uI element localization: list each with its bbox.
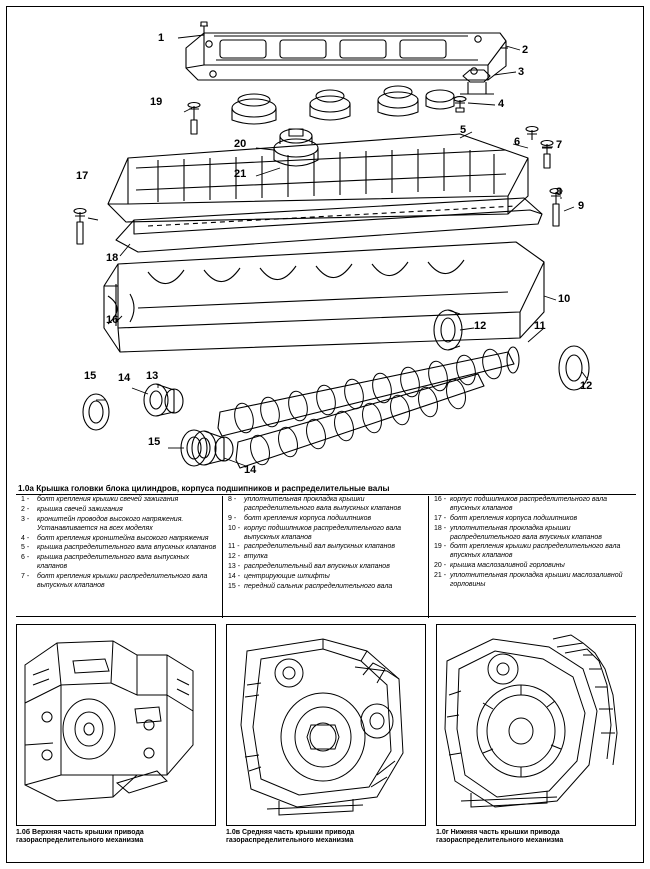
callout-5: 5 <box>460 124 467 136</box>
legend-item-number: 4 - <box>21 534 30 542</box>
legend-item <box>434 572 631 590</box>
legend-item-text: корпус подшипников распределительного вала выпускных клапанов <box>244 524 402 541</box>
legend-item-text: уплотнительная прокладка крышки распределительного вала впускных клапанов <box>450 524 602 541</box>
legend-item <box>21 496 217 505</box>
legend-item <box>228 563 423 572</box>
legend-item-text: болт крепления корпуса подшипников <box>450 514 578 522</box>
legend-item-text: болт крепления крышки свечей зажигания <box>37 496 179 503</box>
legend-item-text: распределительный вал выпускных клапанов <box>244 543 396 551</box>
legend-item-number: 2 - <box>21 505 30 513</box>
callout-12b: 12 <box>580 380 593 392</box>
legend-item-text: распределительный вал впускных клапанов <box>244 563 390 571</box>
legend-item <box>228 553 423 562</box>
exploded-diagram <box>8 8 642 478</box>
panel-upper-cover-caption <box>16 829 216 846</box>
panel-caption-lead: 1.0б <box>16 829 31 836</box>
callout-3: 3 <box>518 66 525 78</box>
panel-lower-cover-image <box>436 624 636 826</box>
legend-item-number: 12 - <box>228 553 241 561</box>
legend-item <box>434 543 631 561</box>
legend-item <box>228 496 423 514</box>
legend-item-text: крышка маслозаливной горловины <box>450 562 565 570</box>
callout-11: 11 <box>534 320 546 332</box>
callout-16: 16 <box>106 314 119 326</box>
legend-item <box>228 573 423 582</box>
legend-item <box>434 525 631 543</box>
callout-6: 6 <box>514 136 521 148</box>
callout-18: 18 <box>106 252 119 264</box>
callout-20: 20 <box>234 138 247 150</box>
legend-item-number: 13 - <box>228 563 241 571</box>
callout-7: 7 <box>556 139 563 151</box>
callout-14a: 14 <box>118 372 131 384</box>
legend-item <box>434 496 631 514</box>
callout-2: 2 <box>522 44 529 56</box>
legend-item-number: 16 - <box>434 496 447 503</box>
legend-item <box>21 506 217 515</box>
callout-15b: 15 <box>148 436 161 448</box>
callout-13: 13 <box>146 370 159 382</box>
legend-item <box>228 525 423 543</box>
legend-item-text: кронштейн проводов высокого напряжения. Устанавливается на всех моделях <box>37 515 184 532</box>
exploded-diagram-drawing <box>8 8 642 478</box>
legend <box>16 496 636 618</box>
panel-lower-cover <box>436 624 636 854</box>
callout-10: 10 <box>558 293 571 305</box>
legend-item-text: центрирующие штифты <box>244 573 330 580</box>
panel-caption-text: Верхняя часть крышки привода газораспределительного механизма <box>16 829 144 845</box>
legend-item-number: 1 - <box>21 496 30 503</box>
legend-item <box>21 544 217 553</box>
legend-item <box>228 583 423 592</box>
legend-item <box>434 515 631 524</box>
legend-item-text: передний сальник распределительного вала <box>244 582 393 590</box>
legend-item-text: втулка <box>244 553 268 561</box>
legend-item-number: 11 - <box>228 543 240 551</box>
callout-8: 8 <box>556 186 563 198</box>
legend-item-text: болт крепления кронштейна высокого напряжения <box>37 534 209 542</box>
legend-top-rule <box>16 494 636 495</box>
panel-caption-lead: 1.0г <box>436 829 449 836</box>
legend-item-text: уплотнительная прокладка крышки распределительного вала выпускных клапанов <box>244 496 402 512</box>
callout-1: 1 <box>158 32 165 44</box>
callout-14b: 14 <box>244 464 257 476</box>
panel-middle-cover-image <box>226 624 426 826</box>
legend-item-number: 14 - <box>228 573 241 580</box>
legend-item-number: 21 - <box>434 572 447 579</box>
legend-column-3 <box>428 496 636 618</box>
panel-middle-cover <box>226 624 426 854</box>
callout-4: 4 <box>498 98 505 110</box>
legend-item-text: крышка распределительного вала впускных клапанов <box>37 544 217 552</box>
legend-item-number: 18 - <box>434 524 447 532</box>
legend-item-number: 19 - <box>434 543 447 551</box>
legend-item-text: крышка распределительного вала выпускных клапанов <box>37 554 190 571</box>
legend-column-1 <box>16 496 222 618</box>
callout-12a: 12 <box>474 320 487 332</box>
legend-item-number: 6 - <box>21 554 30 562</box>
legend-item-number: 17 - <box>434 514 447 522</box>
panel-caption-text: Средняя часть крышки привода газораспределительного механизма <box>226 829 355 845</box>
panel-caption-lead: 1.0в <box>226 829 241 836</box>
legend-item-text: болт крепления крышки распределительного вала впускных клапанов <box>450 543 621 560</box>
panel-lower-cover-caption <box>436 829 636 846</box>
callout-21: 21 <box>234 168 247 180</box>
legend-item-number: 20 - <box>434 562 447 570</box>
legend-column-2 <box>222 496 428 618</box>
legend-item <box>21 516 217 534</box>
callout-17: 17 <box>76 170 89 182</box>
legend-item-number: 5 - <box>21 544 30 552</box>
legend-item <box>434 562 631 571</box>
legend-item-number: 3 - <box>21 515 30 523</box>
legend-item-text: крышка свечей зажигания <box>37 505 123 513</box>
callout-15a: 15 <box>84 370 97 382</box>
callout-9: 9 <box>578 200 585 212</box>
callout-19: 19 <box>150 96 163 108</box>
panel-caption-text: Нижняя часть крышки привода газораспределительного механизма <box>436 829 564 845</box>
legend-item <box>21 554 217 572</box>
legend-item-number: 15 - <box>228 582 241 590</box>
legend-item-text: уплотнительная прокладка крышки маслозаливной горловины <box>450 572 623 588</box>
legend-item <box>21 535 217 544</box>
legend-item <box>228 515 423 524</box>
panel-middle-cover-caption <box>226 829 426 846</box>
legend-item <box>21 573 217 591</box>
panel-upper-cover <box>16 624 216 854</box>
legend-item-number: 7 - <box>21 573 30 580</box>
legend-item-number: 8 - <box>228 496 237 503</box>
figure-title: 1.0а Крышка головки блока цилиндров, корпуса подшипников и распределительные валы <box>18 484 390 493</box>
legend-item <box>228 543 423 552</box>
legend-item-number: 10 - <box>228 524 241 532</box>
legend-item-text: болт крепления крышки распределительного вала выпускных клапанов <box>37 573 208 589</box>
photo-panels <box>16 624 636 854</box>
legend-item-text: болт крепления корпуса подшипников <box>244 514 372 522</box>
legend-item-text: корпус подшипников распределительного вала впускных клапанов <box>450 496 608 512</box>
legend-item-number: 9 - <box>228 514 237 522</box>
panel-upper-cover-image <box>16 624 216 826</box>
